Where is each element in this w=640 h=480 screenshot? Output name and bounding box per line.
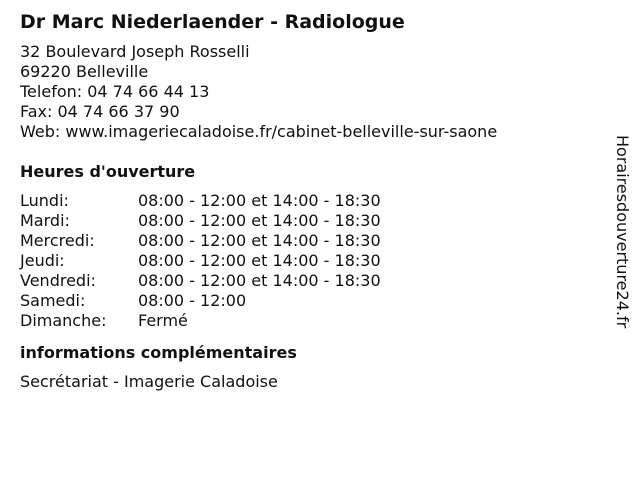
site-watermark: Horairesdouverture24.fr xyxy=(613,135,632,329)
listing-card xyxy=(20,10,600,392)
opening-hours-heading: Heures d'ouverture xyxy=(20,162,196,181)
day-label: Jeudi: xyxy=(20,251,65,270)
day-label: Vendredi: xyxy=(20,271,96,290)
time-range: 08:00 - 12:00 et 14:00 - 18:30 xyxy=(138,251,381,270)
day-label: Samedi: xyxy=(20,291,86,310)
hours-row-sunday xyxy=(20,311,600,331)
day-label: Dimanche: xyxy=(20,311,107,330)
hours-row-friday xyxy=(20,271,600,291)
time-range: Fermé xyxy=(138,311,188,330)
time-range: 08:00 - 12:00 et 14:00 - 18:30 xyxy=(138,211,381,230)
time-range: 08:00 - 12:00 et 14:00 - 18:30 xyxy=(138,191,381,210)
additional-info-text: Secrétariat - Imagerie Caladoise xyxy=(20,372,278,391)
day-label: Mercredi: xyxy=(20,231,95,250)
day-label: Mardi: xyxy=(20,211,70,230)
page-title: Dr Marc Niederlaender - Radiologue xyxy=(20,11,405,33)
hours-row-thursday xyxy=(20,251,600,271)
hours-row-tuesday xyxy=(20,211,600,231)
hours-row-monday xyxy=(20,191,600,211)
city-address: 69220 Belleville xyxy=(20,62,149,81)
day-label: Lundi: xyxy=(20,191,69,210)
address-block xyxy=(20,42,600,142)
time-range: 08:00 - 12:00 et 14:00 - 18:30 xyxy=(138,271,381,290)
time-range: 08:00 - 12:00 et 14:00 - 18:30 xyxy=(138,231,381,250)
hours-row-wednesday xyxy=(20,231,600,251)
additional-info-heading: informations complémentaires xyxy=(20,343,297,362)
hours-row-saturday xyxy=(20,291,600,311)
time-range: 08:00 - 12:00 xyxy=(138,291,247,310)
street-address: 32 Boulevard Joseph Rosselli xyxy=(20,42,250,61)
opening-hours-list xyxy=(20,191,600,331)
fax-number: Fax: 04 74 66 37 90 xyxy=(20,102,180,121)
website-url: Web: www.imageriecaladoise.fr/cabinet-belleville-sur-saone xyxy=(20,122,498,141)
phone-number: Telefon: 04 74 66 44 13 xyxy=(20,82,210,101)
